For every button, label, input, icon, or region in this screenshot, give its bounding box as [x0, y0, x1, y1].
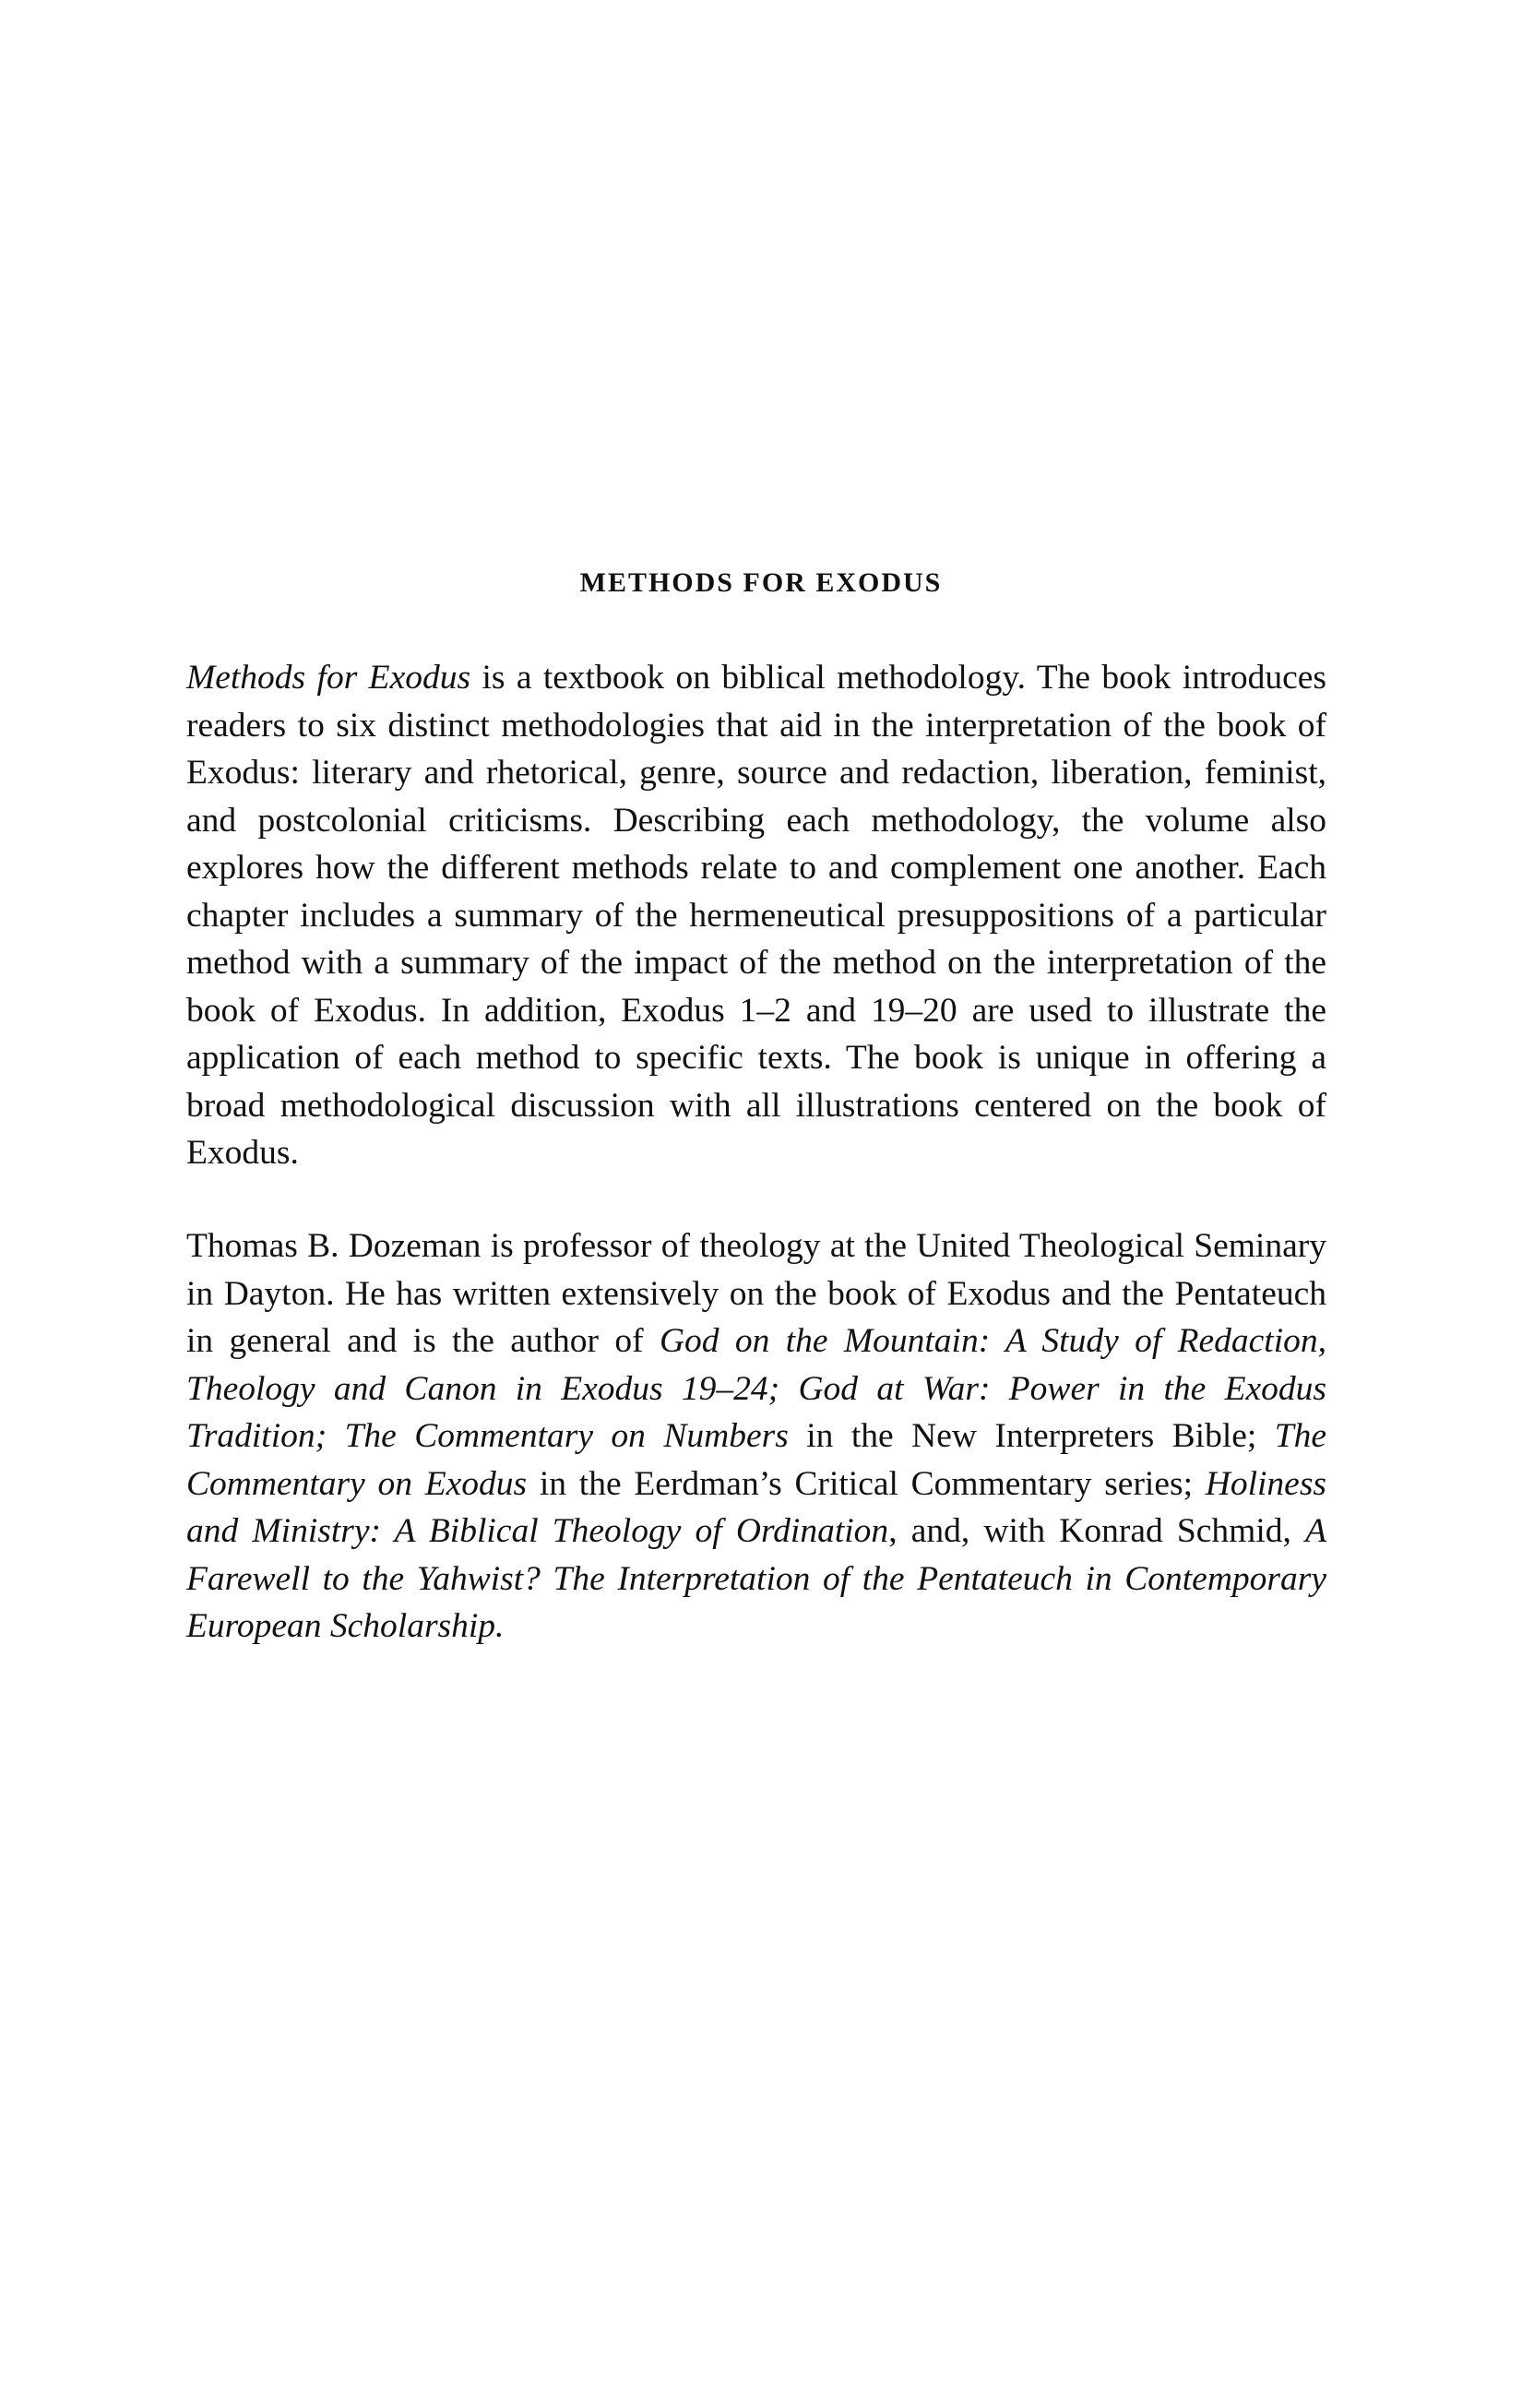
- book-title-italic: Methods for Exodus: [186, 659, 471, 697]
- author-work-1: God on the Mountain: A Study of Redaction, Theology and Canon in Exodus 19–24; God at War: Power in the Exodus Tradition; The Commentary on Numbers: [186, 1322, 1326, 1455]
- book-description-paragraph: [186, 654, 1326, 1177]
- book-description-text: is a textbook on biblical methodology. The book introduces readers to six distinct methodologies that aid in the interpretation of the book of Exodus: literary and rhetorical, genre, source and redaction, liberation, feminist, and postcolonial criticisms. Describing each methodology, the volume also explores how the different methods relate to and complement one another. Each chapter includes a summary of the hermeneutical presuppositions of a particular method with a summary of the impact of the method on the interpretation of the book of Exodus. In addition, Exodus 1–2 and 19–20 are used to illustrate the application of each method to specific texts. The book is unique in offering a broad methodological discussion with all illustrations centered on the book of Exodus.: [186, 659, 1326, 1172]
- author-bio-intro: Thomas B. Dozeman is professor of theology at the United Theological Seminary in Dayton. He has written extensively on the book of Exodus and the Pentateuch in general and is the author of: [186, 1227, 1326, 1360]
- author-bio-text-3: in the Eerdman’s Critical Commentary series;: [527, 1464, 1206, 1503]
- author-bio-text-4: , and, with Konrad Schmid,: [888, 1512, 1306, 1550]
- author-bio-paragraph: [186, 1222, 1326, 1651]
- page-title: METHODS FOR EXODUS: [579, 567, 943, 598]
- author-work-3: Holiness and Ministry: A Biblical Theology of Ordination: [186, 1464, 1327, 1550]
- author-bio-text-2: in the New Interpreters Bible;: [788, 1417, 1275, 1455]
- author-work-2: The Commentary on Exodus: [186, 1417, 1326, 1503]
- author-work-4: A Farewell to the Yahwist? The Interpretation of the Pentateuch in Contemporary European Scholarship.: [186, 1512, 1326, 1645]
